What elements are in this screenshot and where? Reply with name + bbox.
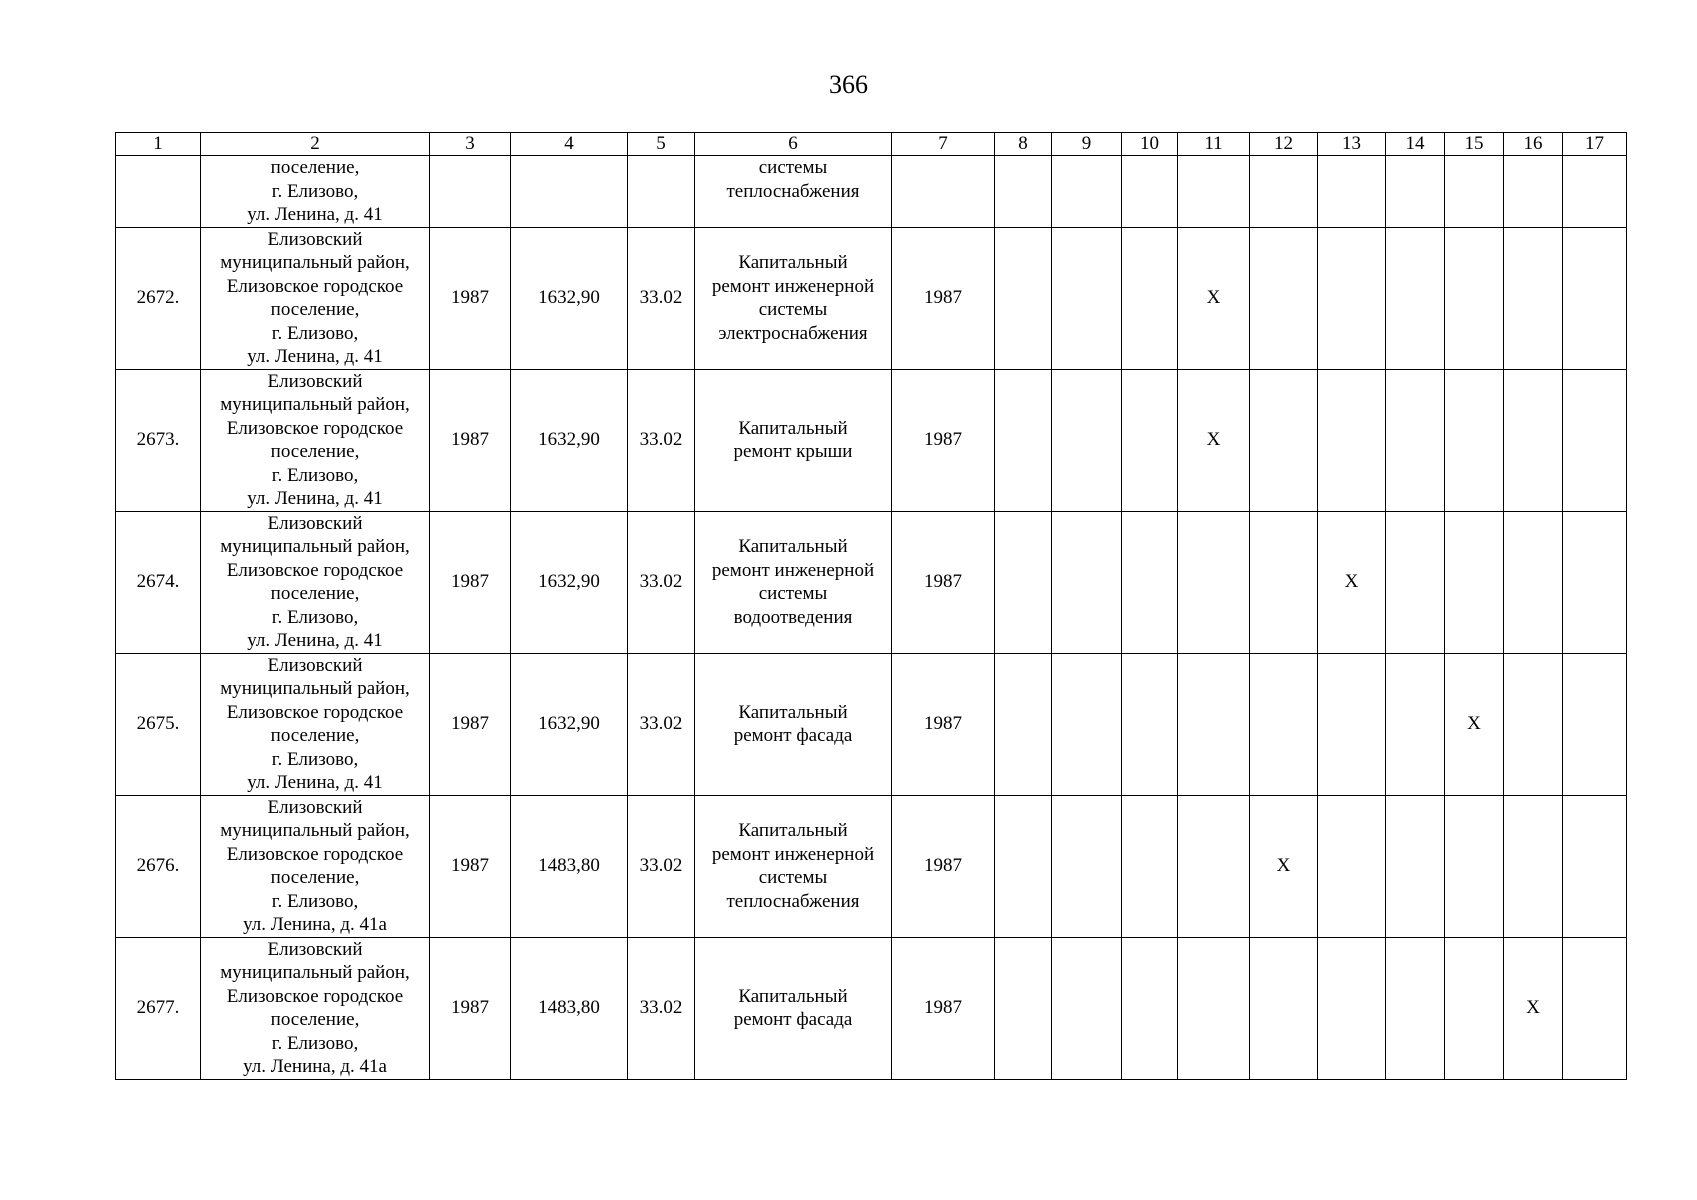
work-type-line: Капитальный	[738, 417, 848, 439]
mark-cell	[1563, 369, 1627, 511]
code-cell	[628, 156, 695, 228]
col-header: 4	[511, 133, 628, 156]
area-cell: 1632,90	[511, 653, 628, 795]
work-type-line: системы	[758, 867, 828, 888]
address-cell	[201, 369, 430, 511]
col-header: 6	[695, 133, 892, 156]
mark-cell	[1504, 795, 1563, 937]
work-type-cell	[695, 369, 892, 511]
table-row	[116, 795, 1627, 937]
code-cell: 33.02	[628, 653, 695, 795]
mark-cell	[1052, 653, 1122, 795]
mark-cell: X	[1178, 369, 1250, 511]
address-cell	[201, 511, 430, 653]
mark-cell	[1250, 369, 1318, 511]
col-header: 11	[1178, 133, 1250, 156]
year-cell: 1987	[892, 369, 995, 511]
table-row	[116, 369, 1627, 511]
address-line: муниципальный район,	[220, 252, 410, 273]
work-type-line: Капитальный	[738, 701, 848, 723]
address-line: г. Елизово,	[271, 180, 359, 202]
mark-cell	[1318, 937, 1386, 1079]
mark-cell	[995, 795, 1052, 937]
mark-cell	[1563, 795, 1627, 937]
work-type-line: ремонт фасада	[733, 1009, 853, 1030]
col-header: 12	[1250, 133, 1318, 156]
mark-cell	[1250, 156, 1318, 228]
mark-cell	[1386, 156, 1445, 228]
mark-cell	[1178, 156, 1250, 228]
work-type-line: Капитальный	[738, 536, 848, 557]
address-line: Елизовский	[267, 228, 363, 250]
address-line: ул. Ленина, д. 41а	[243, 1056, 387, 1077]
address-line: поселение,	[270, 441, 360, 462]
row-number: 2674.	[116, 511, 201, 653]
year-built-cell: 1987	[430, 369, 511, 511]
year-cell: 1987	[892, 511, 995, 653]
address-line: муниципальный район,	[220, 962, 410, 983]
mark-cell	[1122, 369, 1178, 511]
col-header: 9	[1052, 133, 1122, 156]
address-line: поселение,	[270, 583, 360, 604]
code-cell: 33.02	[628, 369, 695, 511]
year-cell	[892, 156, 995, 228]
address-line: Елизовское городское	[226, 275, 404, 297]
address-line: ул. Ленина, д. 41	[247, 630, 383, 651]
mark-cell	[1318, 369, 1386, 511]
address-line: Елизовский	[267, 370, 363, 392]
row-number: 2672.	[116, 227, 201, 369]
address-line: г. Елизово,	[271, 890, 359, 912]
area-cell: 1483,80	[511, 795, 628, 937]
work-type-cell	[695, 156, 892, 228]
mark-cell	[1122, 156, 1178, 228]
mark-cell	[1445, 156, 1504, 228]
table-row	[116, 511, 1627, 653]
address-line: Елизовское городское	[226, 701, 404, 723]
address-line: Елизовское городское	[226, 985, 404, 1007]
table-row	[116, 653, 1627, 795]
address-cell	[201, 937, 430, 1079]
row-number: 2677.	[116, 937, 201, 1079]
work-type-line: ремонт инженерной	[711, 275, 875, 297]
mark-cell	[1122, 795, 1178, 937]
address-line: Елизовское городское	[226, 417, 404, 439]
mark-cell	[1386, 227, 1445, 369]
mark-cell	[1563, 653, 1627, 795]
mark-cell	[995, 227, 1052, 369]
address-cell	[201, 653, 430, 795]
mark-cell	[1178, 511, 1250, 653]
col-header: 14	[1386, 133, 1445, 156]
address-line: г. Елизово,	[271, 1032, 359, 1054]
mark-cell	[1178, 795, 1250, 937]
mark-cell	[1445, 369, 1504, 511]
work-type-line: Капитальный	[738, 252, 848, 273]
code-cell: 33.02	[628, 511, 695, 653]
work-type-line: ремонт крыши	[733, 441, 853, 462]
work-type-line: ремонт фасада	[733, 725, 853, 746]
mark-cell	[1386, 653, 1445, 795]
code-cell: 33.02	[628, 227, 695, 369]
work-type-line: Капитальный	[738, 985, 848, 1007]
work-type-cell	[695, 653, 892, 795]
year-cell: 1987	[892, 937, 995, 1079]
mark-cell	[1504, 156, 1563, 228]
year-built-cell: 1987	[430, 795, 511, 937]
mark-cell	[995, 369, 1052, 511]
mark-cell	[995, 511, 1052, 653]
mark-cell	[1052, 369, 1122, 511]
mark-cell	[1250, 937, 1318, 1079]
mark-cell	[995, 156, 1052, 228]
col-header: 13	[1318, 133, 1386, 156]
year-built-cell	[430, 156, 511, 228]
mark-cell	[1122, 653, 1178, 795]
work-type-cell	[695, 937, 892, 1079]
year-cell: 1987	[892, 227, 995, 369]
work-type-cell	[695, 511, 892, 653]
address-line: г. Елизово,	[271, 322, 359, 344]
row-number: 2676.	[116, 795, 201, 937]
registry-table	[115, 132, 1627, 1080]
col-header: 15	[1445, 133, 1504, 156]
address-cell	[201, 795, 430, 937]
address-cell	[201, 227, 430, 369]
address-line: г. Елизово,	[271, 464, 359, 486]
address-line: г. Елизово,	[271, 606, 359, 628]
col-header: 8	[995, 133, 1052, 156]
mark-cell	[1386, 795, 1445, 937]
work-type-line: теплоснабжения	[726, 180, 860, 202]
work-type-line: водоотведения	[733, 606, 853, 628]
address-line: муниципальный район,	[220, 536, 410, 557]
mark-cell	[1052, 795, 1122, 937]
mark-cell	[1445, 795, 1504, 937]
address-line: ул. Ленина, д. 41	[247, 772, 383, 793]
col-header: 7	[892, 133, 995, 156]
mark-cell	[1445, 511, 1504, 653]
mark-cell: X	[1318, 511, 1386, 653]
mark-cell: X	[1504, 937, 1563, 1079]
work-type-line: ремонт инженерной	[711, 559, 875, 581]
work-type-line: системы	[758, 299, 828, 320]
mark-cell	[1052, 227, 1122, 369]
mark-cell	[1178, 653, 1250, 795]
address-line: Елизовское городское	[226, 559, 404, 581]
mark-cell	[1318, 227, 1386, 369]
col-header: 3	[430, 133, 511, 156]
row-number	[116, 156, 201, 228]
address-line: ул. Ленина, д. 41	[247, 346, 383, 367]
mark-cell	[1504, 511, 1563, 653]
mark-cell	[1250, 511, 1318, 653]
work-type-line: системы	[758, 583, 828, 604]
mark-cell	[1563, 937, 1627, 1079]
mark-cell	[1122, 227, 1178, 369]
mark-cell	[1445, 227, 1504, 369]
col-header: 1	[116, 133, 201, 156]
mark-cell	[1318, 795, 1386, 937]
area-cell: 1483,80	[511, 937, 628, 1079]
year-built-cell: 1987	[430, 227, 511, 369]
row-number: 2675.	[116, 653, 201, 795]
address-line: муниципальный район,	[220, 678, 410, 699]
work-type-line: электроснабжения	[718, 322, 868, 344]
mark-cell	[1504, 369, 1563, 511]
table-row	[116, 156, 1627, 228]
year-built-cell: 1987	[430, 511, 511, 653]
mark-cell	[1250, 227, 1318, 369]
mark-cell	[995, 937, 1052, 1079]
work-type-cell	[695, 227, 892, 369]
work-type-line: теплоснабжения	[726, 890, 860, 912]
address-line: поселение,	[270, 867, 360, 888]
mark-cell: X	[1250, 795, 1318, 937]
address-line: ул. Ленина, д. 41	[247, 488, 383, 509]
header-row	[116, 133, 1627, 156]
mark-cell: X	[1445, 653, 1504, 795]
mark-cell	[1386, 511, 1445, 653]
mark-cell	[1563, 227, 1627, 369]
work-type-line: системы	[758, 157, 828, 178]
mark-cell	[1122, 511, 1178, 653]
mark-cell	[995, 653, 1052, 795]
mark-cell	[1386, 369, 1445, 511]
table-body	[116, 156, 1627, 1080]
mark-cell	[1386, 937, 1445, 1079]
work-type-line: ремонт инженерной	[711, 843, 875, 865]
table-row	[116, 937, 1627, 1079]
mark-cell	[1318, 653, 1386, 795]
work-type-cell	[695, 795, 892, 937]
address-line: Елизовский	[267, 796, 363, 818]
mark-cell	[1122, 937, 1178, 1079]
col-header: 16	[1504, 133, 1563, 156]
address-line: ул. Ленина, д. 41	[247, 204, 383, 225]
code-cell: 33.02	[628, 795, 695, 937]
address-line: поселение,	[270, 157, 360, 178]
mark-cell	[1052, 156, 1122, 228]
work-type-line: Капитальный	[738, 820, 848, 841]
address-line: поселение,	[270, 299, 360, 320]
mark-cell	[1178, 937, 1250, 1079]
address-line: ул. Ленина, д. 41а	[243, 914, 387, 935]
address-line: Елизовское городское	[226, 843, 404, 865]
mark-cell	[1504, 653, 1563, 795]
code-cell: 33.02	[628, 937, 695, 1079]
area-cell: 1632,90	[511, 511, 628, 653]
mark-cell	[1445, 937, 1504, 1079]
mark-cell	[1318, 156, 1386, 228]
row-number: 2673.	[116, 369, 201, 511]
mark-cell	[1563, 511, 1627, 653]
address-line: г. Елизово,	[271, 748, 359, 770]
col-header: 5	[628, 133, 695, 156]
address-line: Елизовский	[267, 654, 363, 676]
mark-cell	[1250, 653, 1318, 795]
mark-cell	[1052, 511, 1122, 653]
mark-cell	[1563, 156, 1627, 228]
address-line: муниципальный район,	[220, 820, 410, 841]
mark-cell	[1052, 937, 1122, 1079]
address-line: муниципальный район,	[220, 394, 410, 415]
area-cell: 1632,90	[511, 369, 628, 511]
year-cell: 1987	[892, 795, 995, 937]
address-line: Елизовский	[267, 938, 363, 960]
area-cell	[511, 156, 628, 228]
address-line: поселение,	[270, 1009, 360, 1030]
address-cell	[201, 156, 430, 228]
year-built-cell: 1987	[430, 653, 511, 795]
address-line: поселение,	[270, 725, 360, 746]
year-cell: 1987	[892, 653, 995, 795]
area-cell: 1632,90	[511, 227, 628, 369]
col-header: 17	[1563, 133, 1627, 156]
col-header: 10	[1122, 133, 1178, 156]
mark-cell: X	[1178, 227, 1250, 369]
mark-cell	[1504, 227, 1563, 369]
year-built-cell: 1987	[430, 937, 511, 1079]
col-header: 2	[201, 133, 430, 156]
table-row	[116, 227, 1627, 369]
page-number: 366	[829, 70, 868, 99]
address-line: Елизовский	[267, 512, 363, 534]
